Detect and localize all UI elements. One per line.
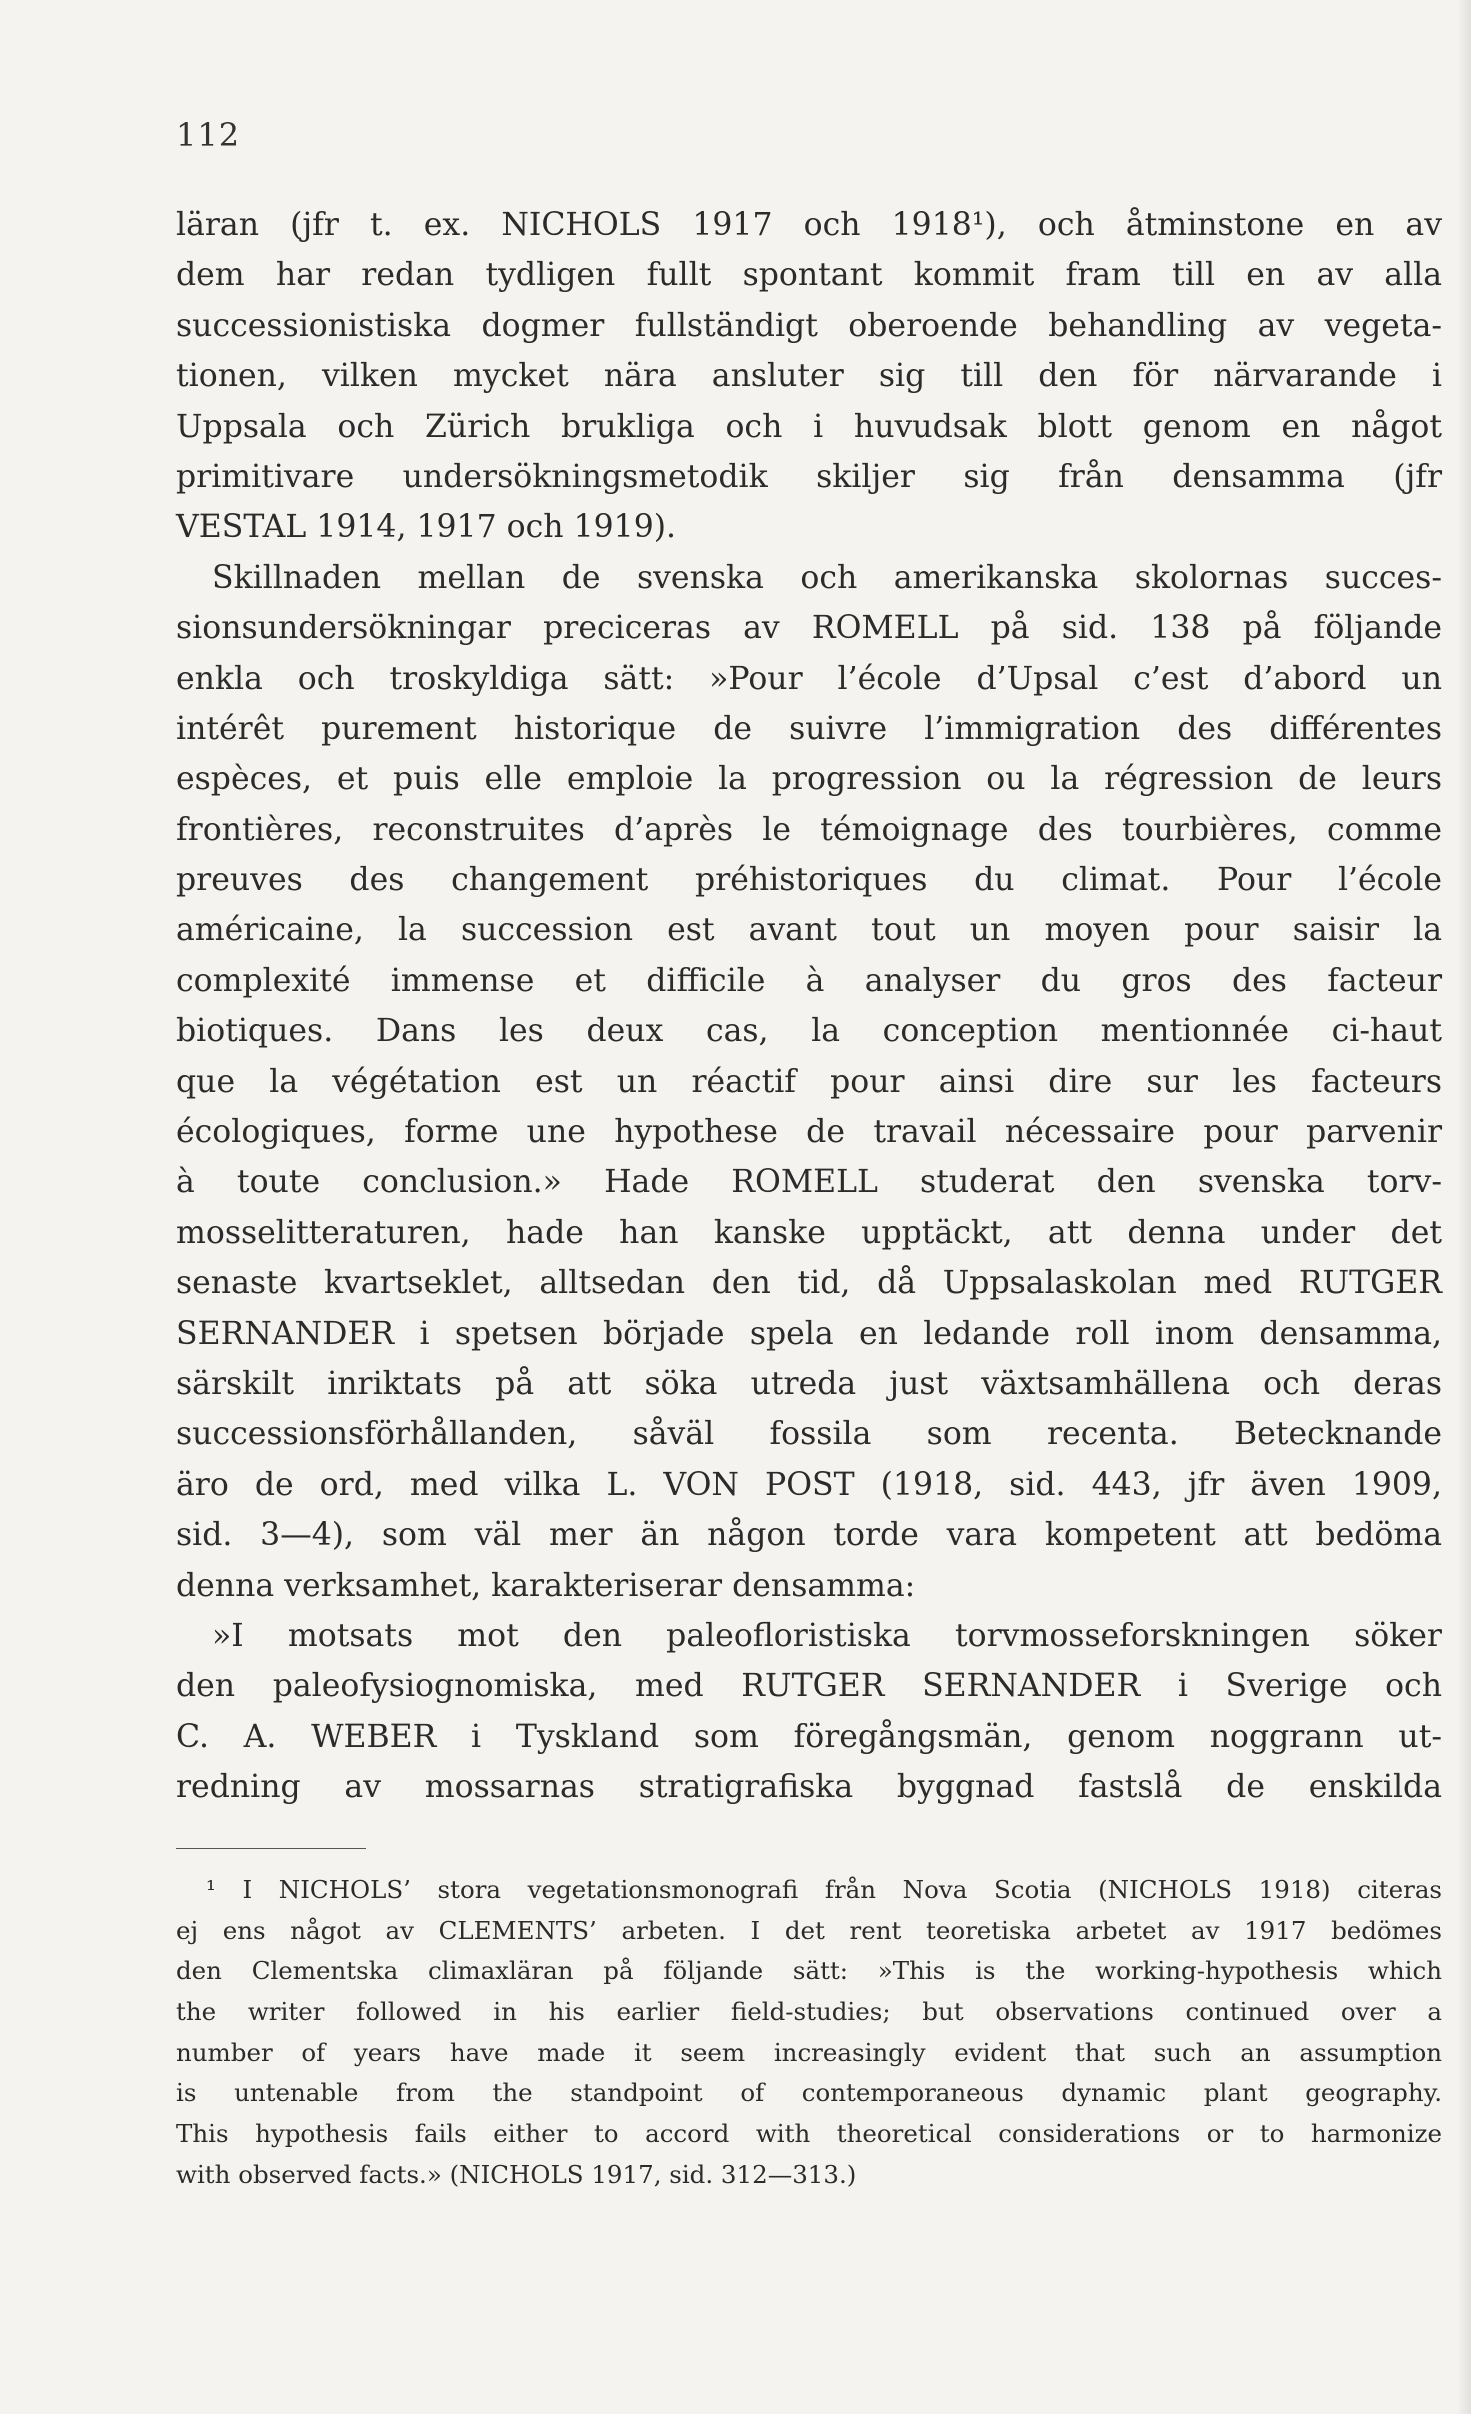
footnote-line: ¹ I NICHOLS’ stora vegetationsmonografi från Nova Scotia (NICHOLS 1918) citeras [206, 1875, 1442, 1904]
text-line: à toute conclusion.» Hade ROMELL studerat den svenska torv- [176, 1164, 1442, 1201]
footnote-line: ej ens något av CLEMENTS’ arbeten. I det rent teoretiska arbetet av 1917 bedömes [176, 1915, 1442, 1945]
text-line: VESTAL 1914, 1917 och 1919). [176, 509, 677, 546]
footnote-line: number of years have made it seem increasingly evident that such an assumption [176, 2037, 1442, 2067]
text-line: mosselitteraturen, hade han kanske upptäckt, att denna under det [176, 1214, 1442, 1251]
main-text [176, 200, 1442, 1813]
text-line: Uppsala och Zürich brukliga och i huvudsak blott genom en något [176, 408, 1442, 445]
footnote-line: This hypothesis fails either to accord with theoretical considerations or to harmonize [176, 2119, 1442, 2149]
text-line: sionsundersökningar preciceras av ROMELL på sid. 138 på följande [176, 610, 1442, 647]
footnotes [176, 1870, 1442, 2196]
text-line: »I motsats mot den paleofloristiska torvmosseforskningen söker [212, 1617, 1442, 1654]
text-line: enkla och troskyldiga sätt: »Pour l’école d’Upsal c’est d’abord un [176, 660, 1442, 697]
text-line: complexité immense et difficile à analyser du gros des facteur [176, 962, 1442, 999]
text-line: särskilt inriktats på att söka utreda just växtsamhällena och deras [176, 1365, 1442, 1402]
text-line: den paleofysiognomiska, med RUTGER SERNANDER i Sverige och [176, 1668, 1442, 1705]
text-line: tionen, vilken mycket nära ansluter sig till den för närvarande i [176, 358, 1442, 395]
text-line: redning av mossarnas stratigrafiska byggnad fastslå de enskilda [176, 1769, 1442, 1806]
text-line: écologiques, forme une hypothese de travail nécessaire pour parvenir [176, 1114, 1442, 1151]
footnote-line: den Clementska climaxläran på följande sätt: »This is the working-hypothesis which [176, 1956, 1442, 1986]
footnote-line: the writer followed in his earlier field-studies; but observations continued over a [176, 1997, 1442, 2027]
text-line: dem har redan tydligen fullt spontant kommit fram till en av alla [176, 257, 1442, 294]
text-line: äro de ord, med vilka L. VON POST (1918, sid. 443, jfr även 1909, [176, 1466, 1442, 1503]
text-line: Skillnaden mellan de svenska och amerikanska skolornas succes- [212, 559, 1442, 596]
text-line: sid. 3—4), som väl mer än någon torde vara kompetent att bedöma [176, 1517, 1442, 1554]
footnote-line: is untenable from the standpoint of contemporaneous dynamic plant geography. [176, 2078, 1442, 2108]
text-line: américaine, la succession est avant tout un moyen pour saisir la [176, 912, 1442, 949]
text-line: primitivare undersökningsmetodik skiljer sig från densamma (jfr [176, 458, 1442, 495]
text-line: SERNANDER i spetsen började spela en ledande roll inom densamma, [176, 1315, 1442, 1352]
text-line: C. A. WEBER i Tyskland som föregångsmän, genom noggrann ut- [176, 1718, 1442, 1755]
text-line: läran (jfr t. ex. NICHOLS 1917 och 1918¹), och åtminstone en av [176, 207, 1442, 243]
text-line: que la végétation est un réactif pour ainsi dire sur les facteurs [176, 1063, 1442, 1100]
page-edge-shadow [1457, 0, 1471, 2414]
text-line: frontières, reconstruites d’après le témoignage des tourbières, comme [176, 811, 1442, 848]
text-line: preuves des changement préhistoriques du climat. Pour l’école [176, 862, 1442, 899]
footnote-line: with observed facts.» (NICHOLS 1917, sid. 312—313.) [176, 2159, 857, 2189]
footnote-divider [176, 1848, 366, 1849]
text-line: biotiques. Dans les deux cas, la conception mentionnée ci-haut [176, 1013, 1442, 1050]
text-line: intérêt purement historique de suivre l’immigration des différentes [176, 710, 1442, 747]
text-line: successionistiska dogmer fullständigt oberoende behandling av vegeta- [176, 307, 1442, 344]
text-line: senaste kvartseklet, alltsedan den tid, då Uppsalaskolan med RUTGER [176, 1265, 1442, 1302]
page-number: 112 [176, 116, 241, 154]
text-line: espèces, et puis elle emploie la progression ou la régression de leurs [176, 761, 1442, 798]
text-line: denna verksamhet, karakteriserar densamma: [176, 1567, 916, 1604]
text-line: successionsförhållanden, såväl fossila som recenta. Betecknande [176, 1416, 1442, 1453]
